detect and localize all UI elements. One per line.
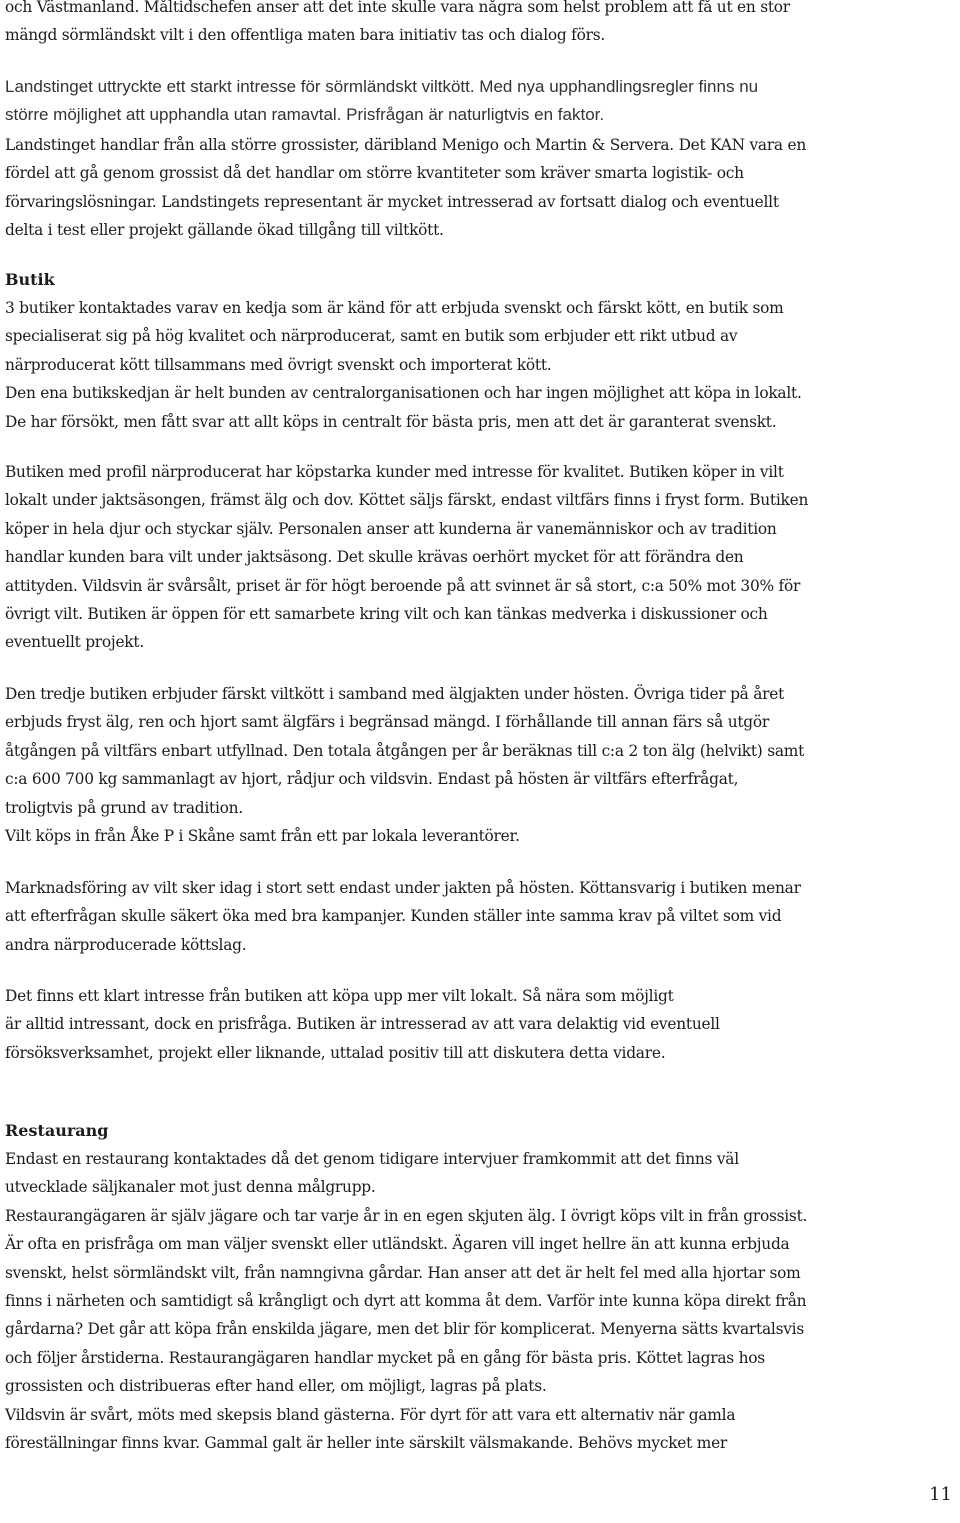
text-line: är alltid intressant, dock en prisfråga. Butiken är intresserad av att vara delaktig vid eventuell — [5, 1015, 720, 1034]
text-line: Endast en restaurang kontaktades då det genom tidigare intervjuer framkommit att det finns väl — [5, 1150, 739, 1168]
text-line: köper in hela djur och styckar själv. Personalen anser att kunderna är vanemänniskor och av tradition — [5, 519, 777, 538]
text-line: Vildsvin är svårt, möts med skepsis bland gästerna. För dyrt för att vara ett alternativ när gamla — [5, 1405, 736, 1424]
text-line: grossisten och distribueras efter hand eller, om möjligt, lagras på plats. — [5, 1377, 547, 1396]
text-line: specialiserat sig på hög kvalitet och närproducerat, samt en butik som erbjuder ett rikt utbud av — [5, 327, 738, 346]
page-number: 11 — [929, 1484, 952, 1505]
paragraph-top — [5, 0, 953, 50]
paragraph-landsting-detail — [5, 131, 953, 245]
text-line: Är ofta en prisfråga om man väljer svenskt eller utländskt. Ägaren vill inget hellre än att kunna erbjuda — [5, 1235, 790, 1254]
text-line: erbjuds fryst älg, ren och hjort samt älgfärs i begränsad mängd. I förhållande till annan färs så utgör — [5, 713, 770, 732]
text-line: Den tredje butiken erbjuder färskt viltkött i samband med älgjakten under hösten. Övriga tider på året — [5, 685, 785, 703]
paragraph-butik-profil — [5, 458, 953, 657]
paragraph-butik-intro — [5, 294, 953, 436]
text-line: förvaringslösningar. Landstingets representant är mycket intresserad av fortsatt dialog och eventuellt — [5, 192, 779, 211]
text-line: De har försökt, men fått svar att allt köps in centralt för bästa pris, men att det är garanterat svenskt. — [5, 412, 777, 431]
text-line: Den ena butikskedjan är helt bunden av centralorganisationen och har ingen möjlighet att köpa in lokalt. — [5, 384, 802, 403]
text-line: andra närproducerade köttslag. — [5, 935, 247, 954]
text-line: c:a 600 700 kg sammanlagt av hjort, rådjur och vildsvin. Endast på hösten är viltfärs efterfrågat, — [5, 770, 739, 789]
text-line: gårdarna? Det går att köpa från enskilda jägare, men det blir för komplicerat. Menyerna sätts kvartalsvis — [5, 1320, 804, 1339]
text-line: försöksverksamhet, projekt eller liknande, uttalad positiv till att diskutera detta vidare. — [5, 1043, 666, 1062]
text-line: Marknadsföring av vilt sker idag i stort sett endast under jakten på hösten. Köttansvarig i butiken menar — [5, 879, 801, 897]
text-line: åtgången på viltfärs enbart utfyllnad. Den totala åtgången per år beräknas till c:a 2 ton älg (helvikt) samt — [5, 741, 805, 760]
text-line: 3 butiker kontaktades varav en kedja som är känd för att erbjuda svenskt och färskt kött, en butik som — [5, 299, 784, 317]
section-heading-restaurang: Restaurang — [5, 1121, 109, 1140]
text-line: och Västmanland. Måltidschefen anser att det inte skulle vara några som helst problem att få ut en stor — [5, 0, 790, 16]
text-line: att efterfrågan skulle säkert öka med bra kampanjer. Kunden ställer inte samma krav på viltet som vid — [5, 907, 782, 926]
text-line: handlar kunden bara vilt under jaktsäsong. Det skulle krävas oerhört mycket för att förändra den — [5, 548, 744, 567]
text-line: attityden. Vildsvin är svårsålt, priset är för högt beroende på att svinnet är så stort, c:a 50% mot 30% för — [5, 576, 801, 595]
text-line: Restaurangägaren är själv jägare och tar varje år in en egen skjuten älg. I övrigt köps vilt in från grossist. — [5, 1206, 808, 1225]
text-line: svenskt, helst sörmländskt vilt, från namngivna gårdar. Han anser att det är helt fel med alla hjortar som — [5, 1263, 801, 1282]
text-line: finns i närheten och samtidigt så krångligt och dyrt att komma åt dem. Varför inte kunna köpa direkt från — [5, 1292, 807, 1311]
text-line: föreställningar finns kvar. Gammal galt är heller inte särskilt välsmakande. Behövs mycket mer — [5, 1434, 728, 1453]
text-line: troligtvis på grund av tradition. — [5, 798, 243, 817]
text-line: övrigt vilt. Butiken är öppen för ett samarbete kring vilt och kan tänkas medverka i diskussioner och — [5, 605, 768, 624]
text-line: Det finns ett klart intresse från butiken att köpa upp mer vilt lokalt. Så nära som möjligt — [5, 987, 674, 1005]
text-line: Vilt köps in från Åke P i Skåne samt från ett par lokala leverantörer. — [5, 827, 520, 846]
text-line: närproducerat kött tillsammans med övrigt svenskt och importerat kött. — [5, 355, 552, 374]
text-line: eventuellt projekt. — [5, 633, 144, 652]
paragraph-intresse — [5, 982, 953, 1067]
text-line: större möjlighet att upphandla utan ramavtal. Prisfrågan är naturligtvis en faktor. — [5, 105, 605, 125]
paragraph-marknadsforing — [5, 874, 953, 959]
text-line: Landstinget uttryckte ett starkt intresse för sörmländskt viltkött. Med nya upphandlingsregler finns nu — [5, 77, 759, 96]
text-line: utvecklade säljkanaler mot just denna målgrupp. — [5, 1178, 376, 1197]
paragraph-restaurang — [5, 1145, 953, 1457]
paragraph-landsting-intro — [5, 73, 953, 130]
text-line: fördel att gå genom grossist då det handlar om större kvantiteter som kräver smarta logistik- och — [5, 164, 744, 183]
text-line: och följer årstiderna. Restaurangägaren handlar mycket på en gång för bästa pris. Köttet lagras hos — [5, 1348, 765, 1367]
text-line: mängd sörmländskt vilt i den offentliga maten bara initiativ tas och dialog förs. — [5, 26, 606, 45]
section-heading-butik: Butik — [5, 270, 55, 289]
paragraph-butik-tredje — [5, 680, 953, 850]
text-line: Landstinget handlar från alla större grossister, däribland Menigo och Martin & Servera. Det KAN vara en — [5, 136, 807, 154]
text-line: delta i test eller projekt gällande ökad tillgång till viltkött. — [5, 221, 444, 240]
text-line: Butiken med profil närproducerat har köpstarka kunder med intresse för kvalitet. Butiken köper in vilt — [5, 463, 784, 481]
text-line: lokalt under jaktsäsongen, främst älg och dov. Köttet säljs färskt, endast viltfärs finns i fryst form. Butiken — [5, 491, 809, 510]
